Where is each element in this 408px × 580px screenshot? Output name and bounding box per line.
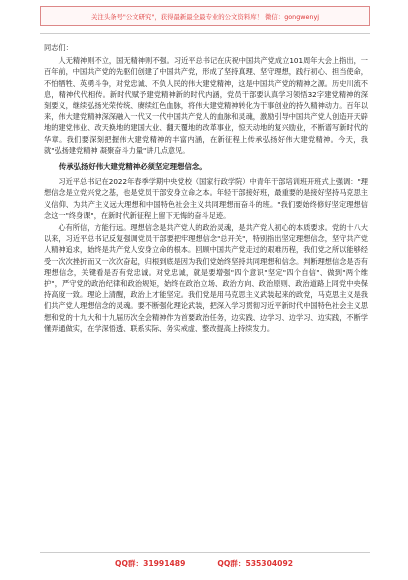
qq-group-left: QQ群：31991489 [114,559,186,568]
document-body [44,38,368,335]
section-heading: 传承弘扬好伟大建党精神必须坚定理想信念。 [58,162,207,172]
qq-group-right: QQ群：535304092 [217,559,294,568]
salutation: 同志们： [44,43,73,52]
paragraph: 人无精神则不立，国无精神则不强。习近平总书记在庆祝中国共产党成立101周年大会上指出，一百年前，中国共产党的先驱们创建了中国共产党，形成了坚持真理、坚守理想，践行初心、担当使命，不怕牺牲、英勇斗争，对党忠诚、不负人民的伟大建党精神，这是中国共产党的精神之源。历史川流不息，精神代代相传。新时代赋予建党精神新的时代内涵，党员干部要认真学习领悟32字建党精神的深刻要义，继续弘扬光荣传统、赓续红色血脉，将伟大建党精神转化为干事创业的持久精神动力。百年以来，伟大建党精神深深融入一代又一代中国共产党人的血脉和灵魂，激励引导中国共产党人创造开天辟地的建党伟业、改天换地的建国大业、翻天覆地的改革事业，惊天动地的复兴励业，不断谱写新时代的华章。我们要深刻把握伟大建党精神的丰富内涵，在新征程上传承弘扬好伟大建党精神。今天，我就"弘扬建党精神 凝聚奋斗力量"讲几点意见。 [44,56,368,155]
header-banner: 关注头条号"公文研究"，获得最新最全最专业的公文资料库！ 微信：gongwenyj [40,6,370,26]
paragraph: 习近平总书记在2022年春季学期中央党校（国家行政学院）中青年干部培训班开班式上强调："理想信念是立党兴党之基，也是党员干部安身立命之本。年轻干部接好班，最重要的是接好坚持马克思主义信仰、为共产主义远大理想和中国特色社会主义共同理想而奋斗的班。"我们要始终修好坚定理想信念这一"终身课"，在新时代新征程上留下无悔的奋斗足迹。 [44,177,368,220]
paragraph: 心有所信，方能行远。理想信念是共产党人的政治灵魂，是共产党人初心的本质要求。党的十八大以来，习近平总书记反复强调党员干部要把牢理想信念"总开关"，特别指出坚定理想信念，坚守共产党人精神追求，始终是共产党人安身立命的根本。回顾中国共产党走过的艰难历程，我们党之所以能够经受一次次挫折而又一次次奋起，归根到底是因为我们党始终坚持共同理想和信念。判断理想信念是否有理想信念，关键看是否有党忠诚。对党忠诚，就是要增强"四个意识"坚定"四个自信"、做到"两个维护"，严守党的政治纪律和政治规矩，始终在政治立场、政治方向、政治原则、政治道路上同党中央保持高度一致。理论上清醒，政治上才能坚定。我们党是用马克思主义武装起来的政党，马克思主义是我们共产党人理想信念的灵魂。要不断强化理论武装，把深入学习贯彻习近平新时代中国特色社会主义思想和党的十九大和十九届历次全会精神作为首要政治任务，边实践、边学习、边学习、边实践，不断学懂弄通做实，在学深悟透、联系实际、务实戒虚、整改提高上持续发力。 [44,223,368,333]
footer [0,558,408,572]
header-rule [40,33,370,34]
footer-rule [40,552,370,553]
